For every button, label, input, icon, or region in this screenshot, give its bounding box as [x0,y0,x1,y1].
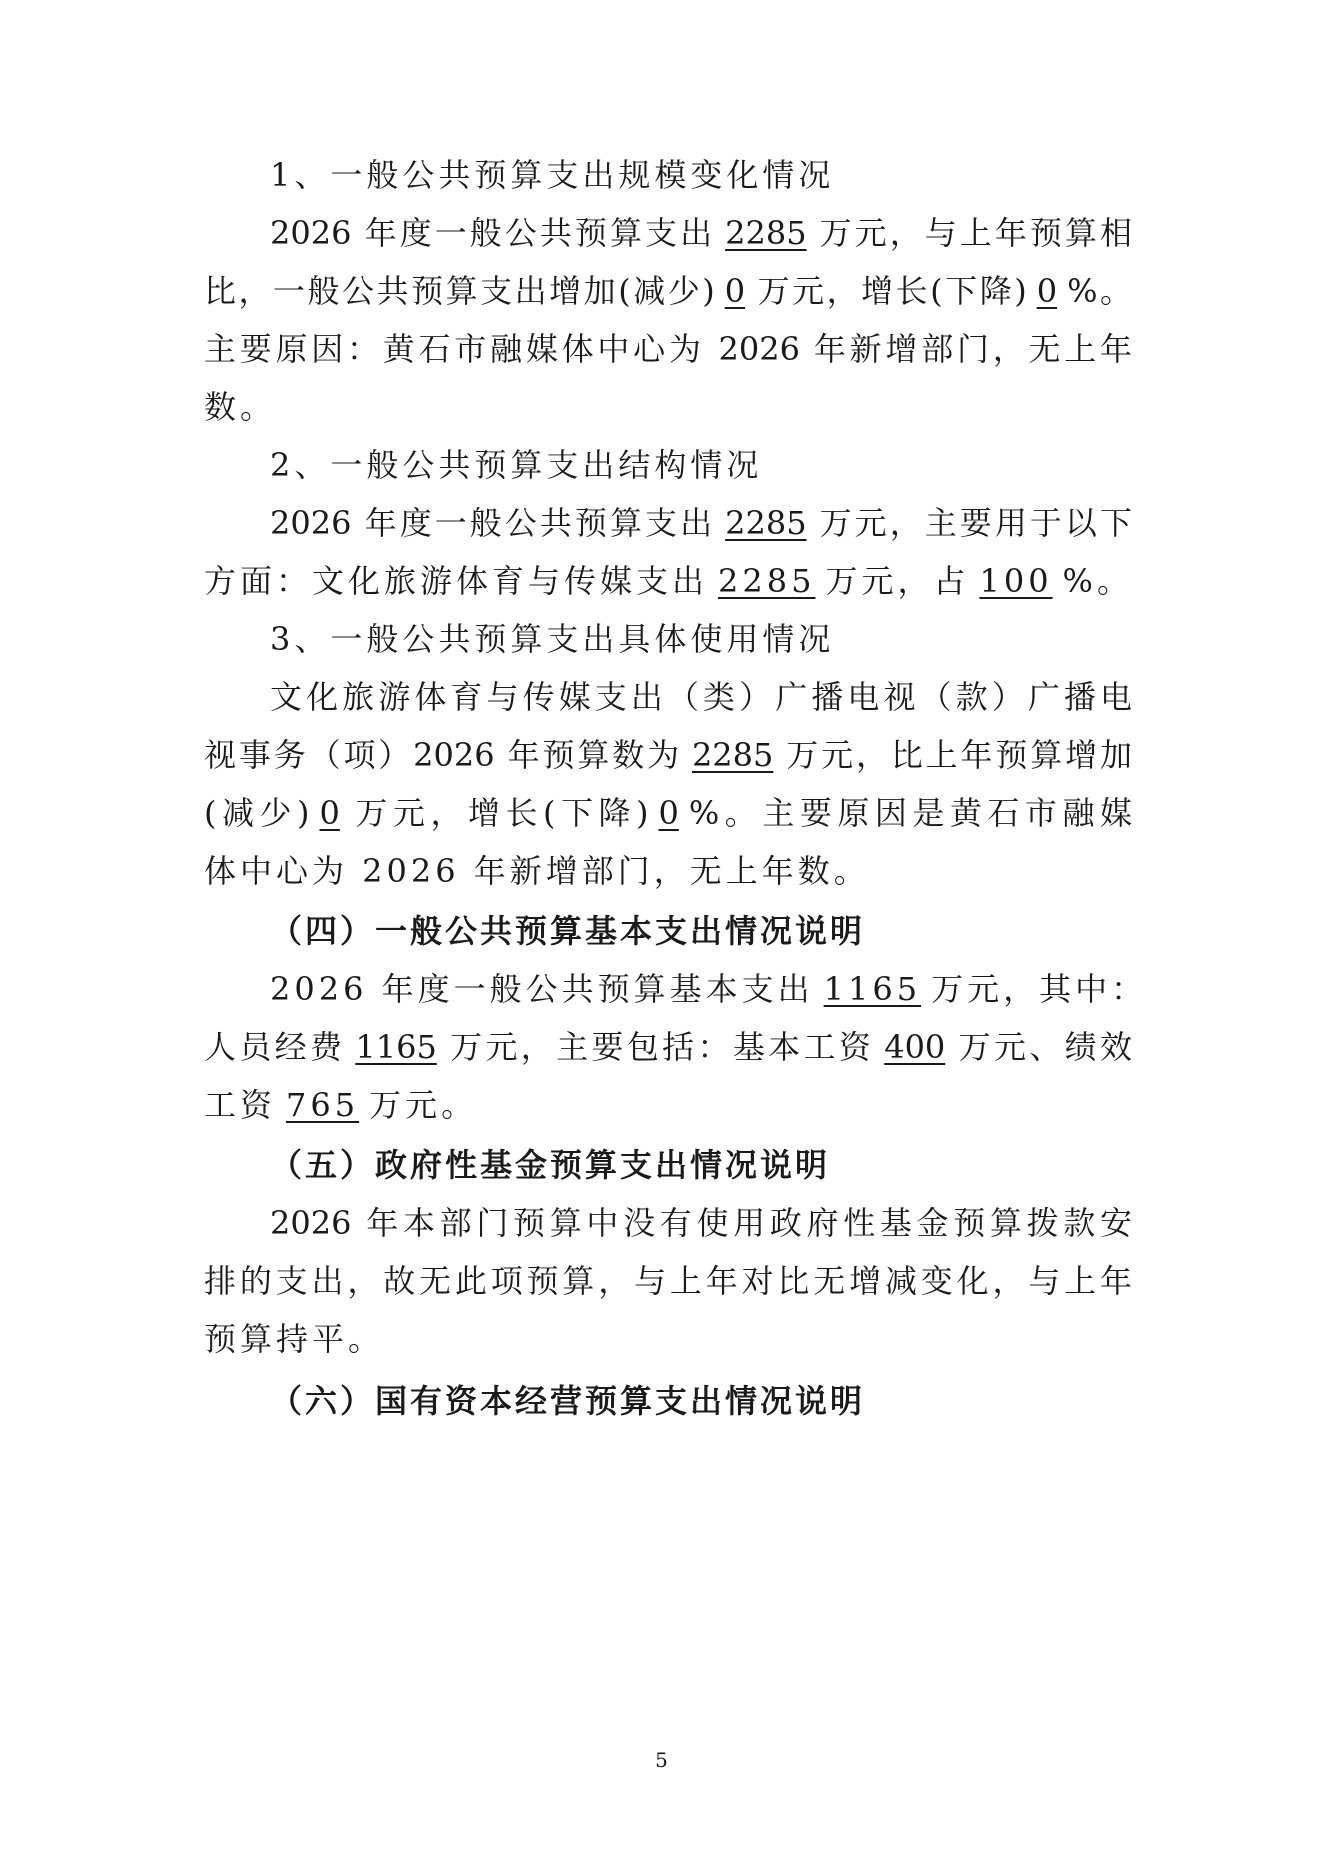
section-5-paragraph-line-1: 2026 年本部门预算中没有使用政府性基金预算拨款安 [270,1204,1132,1242]
section-2-paragraph-line-2: 方面：文化旅游体育与传媒支出 2285 万元，占 100 %。 [204,562,1133,600]
section-3-paragraph-line-2: 视事务（项）2026 年预算数为 2285 万元，比上年预算增加 [204,736,1132,774]
page-number: 5 [655,1748,668,1772]
section-4-paragraph-line-1: 2026 年度一般公共预算基本支出 1165 万元，其中： [270,970,1148,1008]
section-4-paragraph-line-3: 工资 765 万元。 [204,1086,478,1124]
section-1-paragraph-line-3: 主要原因：黄石市融媒体中心为 2026 年新增部门，无上年 [204,330,1132,368]
amount-value: 2285 [725,504,807,542]
section-1-heading: 1、一般公共预算支出规模变化情况 [270,156,835,194]
section-5-paragraph-line-2: 排的支出，故无此项预算，与上年对比无增减变化，与上年 [204,1262,1132,1300]
section-3-paragraph-line-3: (减少) 0 万元，增长(下降) 0 %。主要原因是黄石市融媒 [204,794,1132,832]
performance-salary-value: 765 [286,1086,360,1124]
change-percent-value: 0 [1036,272,1058,310]
section-1-paragraph-line-2: 比，一般公共预算支出增加(减少) 0 万元，增长(下降) 0 %。 [204,272,1132,310]
basic-salary-value: 400 [884,1028,946,1066]
section-3-paragraph-line-4: 体中心为 2026 年新增部门，无上年数。 [204,852,870,890]
percent-value: 100 [979,562,1053,600]
section-1-paragraph-line-1: 2026 年度一般公共预算支出 2285 万元，与上年预算相 [270,214,1132,252]
section-5-paragraph-line-3: 预算持平。 [204,1320,385,1358]
personnel-amount-value: 1165 [355,1028,437,1066]
section-6-heading: （六）国有资本经营预算支出情况说明 [270,1382,866,1420]
change-percent-value: 0 [658,794,679,832]
amount-value: 2285 [691,736,774,774]
change-amount-value: 0 [724,272,746,310]
section-2-heading: 2、一般公共预算支出结构情况 [270,446,763,484]
section-2-paragraph-line-1: 2026 年度一般公共预算支出 2285 万元，主要用于以下 [270,504,1132,542]
section-1-paragraph-line-4: 数。 [204,388,277,426]
section-4-heading: （四）一般公共预算基本支出情况说明 [270,912,866,950]
section-3-paragraph-line-1: 文化旅游体育与传媒支出（类）广播电视（款）广播电 [270,678,1132,716]
amount-value: 2285 [725,214,807,252]
amount-value: 2285 [718,562,816,600]
section-4-paragraph-line-2: 人员经费 1165 万元，主要包括：基本工资 400 万元、绩效 [204,1028,1132,1066]
section-5-heading: （五）政府性基金预算支出情况说明 [270,1146,831,1184]
section-3-heading: 3、一般公共预算支出具体使用情况 [270,620,835,658]
change-amount-value: 0 [319,794,340,832]
amount-value: 1165 [823,970,922,1008]
